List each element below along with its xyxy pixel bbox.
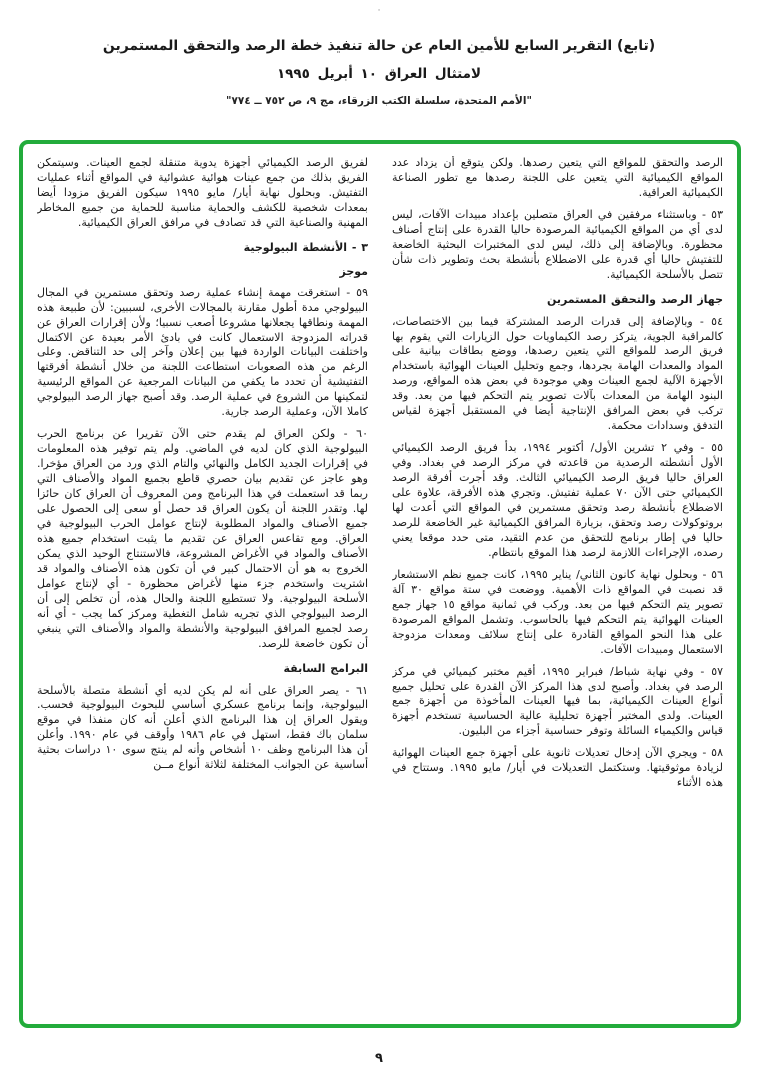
subsection-heading-summary: موجز	[339, 264, 368, 278]
source-citation-line: "الأمم المتحدة، سلسلة الكتب الزرقاء، مج ٩، ص ٧٥٢ ــ ٧٧٤"	[226, 95, 532, 107]
column-left	[37, 156, 368, 1014]
section-heading-monitoring-apparatus: جهاز الرصد والتحقق المستمرين	[546, 292, 723, 306]
scan-artifact-dot: ·	[377, 6, 381, 16]
paragraph-57: ٥٧ - وفي نهاية شباط/ فبراير ١٩٩٥، أقيم مختبر كيميائي في مركز الرصد في بغداد. وأصبح لدى هذا المركز الآن القدرة على تحليل جميع أنواع العينات الكيميائية، بما فيها العينات المأخوذة من أجهزة جمع العينات. ولدى المختبر أجهزة تحليلية عالية الحساسية تستخدم أجهزة قياس والكيمياء السائلة وتوفر حساسية أجزاء من البليون.	[392, 664, 723, 738]
page-number: ٩	[375, 1051, 383, 1066]
paragraph-61: ٦١ - يصر العراق على أنه لم يكن لديه أي أنشطة متصلة بالأسلحة البيولوجية، وإنما برنامج عسكري أساسي للبحوث البيولوجية فحسب. ويقول العراق إن هذا البرنامج الذي أعلن أنه كان منفذا في موقع سلمان باك فقط، استهل في عام ١٩٨٦ وأوقف في عام ١٩٩٠. وأعلن أن هذا البرنامج وظف ١٠ أشخاص وأنه لم ينتج سوى ١٠ دراسات بحثية أساسية عن الجوانب المختلفة لثلاثة أنواع مــن	[37, 683, 368, 772]
paragraph-continuation-left: لفريق الرصد الكيميائي أجهزة يدوية متنقلة لجمع العينات. وسيتمكن الفريق بذلك من جمع عينات هوائية عشوائية في المواقع أثناء عمليات التفتيش. وبحلول نهاية أيار/ مايو ١٩٩٥ سيكون الفريق مزودا أيضا بمعدات شخصية للكشف والحماية مناسبة للحماية من جميع المخاطر المهنية والصناعية التي قد تصادف في مرافق العراق الكيميائية.	[37, 156, 368, 229]
paragraph-54: ٥٤ - وبالإضافة إلى قدرات الرصد المشتركة فيما بين الاختصاصات، كالمراقبة الجوية، يتركز رصد الكيماويات حول الزيارات التي يقوم بها فريق الرصد للمواقع التي يتعين رصدها، ووضع بطاقات بيانية على المواد والمعدات الهامة بجردها، وجمع وتحليل العينات الهوائية باستخدام الأجهزة الآلية لجمع العينات وهي موجودة في بعض هذه المواقع، ورصد البنود الهامة من المعدات بآلات تصوير يتم التحكم فيها من بعد. وقد تركب في بعض المرافق الإنتاجية أيضا في المستقبل أجهزة لقياس التدفق وسدادات محكمة.	[392, 314, 723, 433]
paragraph-55: ٥٥ - وفي ٢ تشرين الأول/ أكتوبر ١٩٩٤، بدأ فريق الرصد الكيميائي الأول أنشطته الرصدية من قاعدته في مركز الرصد في بغداد. وفي العراق حاليا فريق الرصد الكيميائي الثالث. وقد أجرت أفرقة الرصد الكيميائي حتى الآن ٧٠ عملية تفتيش. وتجري هذه الأفرقة، علاوة على الاضطلاع بأنشطة رصد وتحقق مستمرين في المواقع التي أعدت لها بروتوكولات رصد وتحقق، بزيارة المرافق الكيميائية غير الخاضعة للرصد حاليا في إطار برنامج للتحقق من عدم التقيد، متى حدد موقعا يعني رصده، الإجراءات اللازمة لرصد هذا الموقع بانتظام.	[392, 441, 723, 559]
section-heading-biological-activities: ٣ - الأنشطة البيولوجية	[243, 240, 368, 254]
paragraph-continuation: الرصد والتحقق للمواقع التي يتعين رصدها. ولكن يتوقع أن يزداد عدد المواقع الكيميائية التي يتعين على اللجنة رصدها مع تطور الصناعة الكيميائية العراقية.	[392, 156, 723, 199]
page-header	[0, 0, 758, 107]
paragraph-60: ٦٠ - ولكن العراق لم يقدم حتى الآن تقريرا عن برنامج الحرب البيولوجية الذي كان لديه في الماضي. ولم يتم توفير هذه المعلومات في إقرارات الجديد الكامل والنهائي والتام الذي ورد من العراق مؤخرا. وهو عاجز عن تقديم بيان حصري قاطع بجميع المواد والأصناف التي ربما قد استعملت في هذا البرنامج ومن المعروف أن العراق كان حائزا لها. وتقدر اللجنة أن يكون العراق قد حصل أو سعى إلى الحصول على جميع الأصناف والمواد المطلوبة لإنتاج عوامل الحرب البيولوجية في العراق. ومع تقاعس العراق عن تقديم ما يثبت استخدام جميع هذه الأصناف والمواد في الأغراض المشروعة، فالاستنتاج الوحيد الذي يمكن الخروج به هو أن الاحتمال كبير في أن تكون هذه الأصناف والمواد قد اشتريت واستخدم جزء منها لأغراض محظورة - أي لإنتاج عوامل الأسلحة البيولوجية. ولا تستطيع اللجنة والحال هذه، أن تخلص إلى أن الرصد البيولوجي الذي تجريه شامل التغطية ومركز كما يجب - أي أنه رصد لجميع المرافق البيولوجية والأنشطة والمواد والأصناف التي ينبغي أن تكون خاضعة للرصد.	[37, 427, 368, 650]
two-column-layout	[37, 156, 723, 1014]
report-title-line-1: (تابع) التقرير السابع للأمين العام عن حالة تنفيذ خطة الرصد والتحقق المستمرين	[102, 38, 656, 54]
paragraph-53: ٥٣ - وباستثناء مرفقين في العراق متصلين بإعداد مبيدات الآفات، ليس لدى أي من المواقع الكيميائية المرصودة حاليا القدرة على إنتاج أصناف محظورة. وبالإضافة إلى ذلك، ليس لدى المختبرات البحثية الخاضعة للتفتيش حاليا أي قدرة على الاضطلاع بأنشطة بحث وتطوير ذات شأن تتصل بالأسلحة الكيميائية.	[392, 207, 723, 281]
paragraph-59: ٥٩ - استغرقت مهمة إنشاء عملية رصد وتحقق مستمرين في المجال البيولوجي مدة أطول مقارنة بالمجالات الأخرى، لسببين: لأن طبيعة هذه المهمة ونطاقها يجعلانها مشروعا أصعب نسبيا؛ ولأن إقرارات العراق عن قدراته المزدوجة الاستعمال كانت في بادئ الأمر بعيدة عن الاكتمال واختلفت البيانات الواردة فيها بين إعلان وآخر إلى حد التناقض. وعلى الرغم من هذه الصعوبات استطاعت اللجنة من خلال أنشطة أفرقتها التفتيشية أن تحدد ما يكفي من البيانات المرجعية عن المواقع الرئيسية لتمكينها من الشروع في عملية الرصد. وقد أصبح جهاز الرصد البيولوجي كاملا الآن، وعملية الرصد جارية.	[37, 285, 368, 419]
column-right	[392, 156, 723, 1014]
report-title-line-2: لامتثال العراق ١٠ أبريل ١٩٩٥	[276, 66, 482, 82]
content-border-box	[19, 140, 741, 1028]
paragraph-58: ٥٨ - ويجري الآن إدخال تعديلات ثانوية على أجهزة جمع العينات الهوائية لزيادة موثوقيتها. وستكتمل التعديلات في أيار/ مايو ١٩٩٥. وستتاح في هذه الأثناء	[392, 746, 723, 790]
paragraph-56: ٥٦ - وبحلول نهاية كانون الثاني/ يناير ١٩٩٥، كانت جميع نظم الاستشعار قد نصبت في المواقع ذات الأهمية. ووضعت في ستة مواقع ٣٠ آلة تصوير يتم التحكم فيها من بعد. وركب في ثمانية مواقع ١٥ جهاز جمع العينات الهوائية يتم التحكم فيها بالحاسوب. وتشمل المواقع المرصودة على هذا النحو المواقع القادرة على إنتاج سلائف ومعدات مزدوجة الاستعمال ومبيدات الآفات.	[392, 567, 723, 656]
section-heading-previous-programmes: البرامج السابقة	[283, 661, 368, 675]
